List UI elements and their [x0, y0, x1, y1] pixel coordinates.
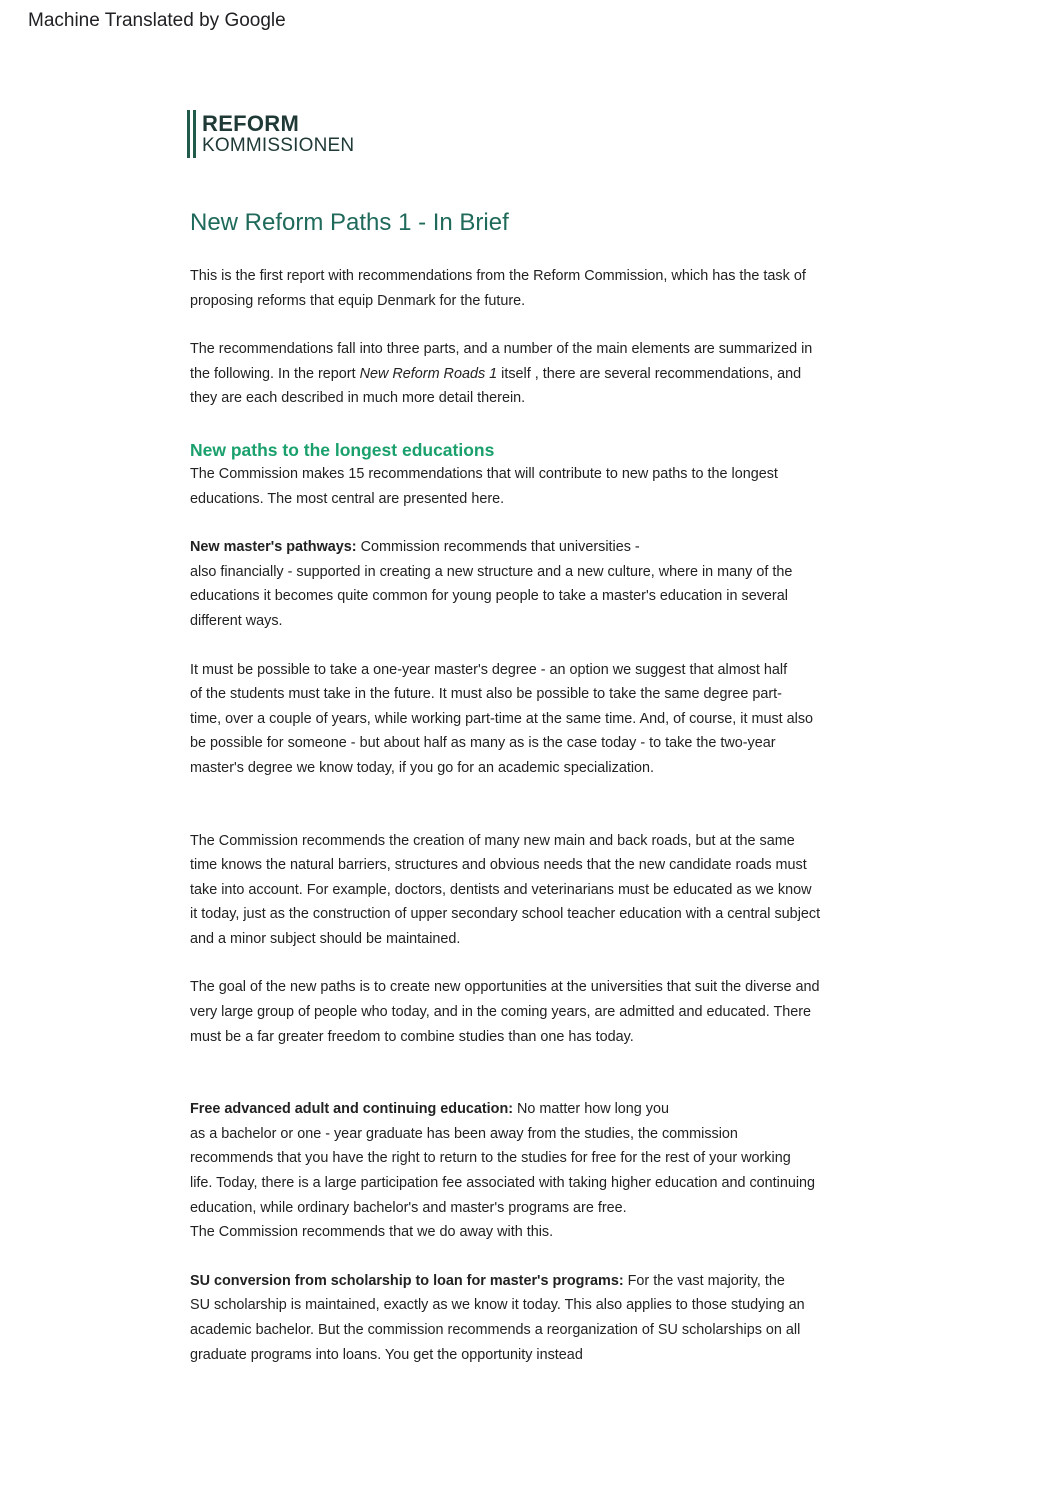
logo-line-reform: REFORM: [202, 111, 300, 136]
free-education-lead: Free advanced adult and continuing education:: [190, 1101, 514, 1118]
machine-translation-banner: Machine Translated by Google: [28, 10, 286, 31]
page-title: New Reform Paths 1 - In Brief: [190, 209, 509, 236]
logo-bars-icon: [187, 110, 196, 158]
report-title-italic: New Reform Roads 1: [359, 365, 498, 382]
reform-commission-logo: [187, 110, 354, 158]
section-heading: New paths to the longest educations: [190, 439, 495, 460]
masters-pathways-paragraph: New master's pathways: Commission recommends that universities - also financially - supported in creating a new structure and a new culture, where in many of the educations it becomes quite common for young people to take a master's education in several different ways.: [190, 539, 793, 629]
intro-paragraph-1: This is the first report with recommendations from the Reform Commission, which has the task of proposing reforms that equip Denmark for the future.: [190, 268, 806, 309]
logo-line-kommissionen: KOMMISSIONEN: [202, 135, 355, 156]
intro-paragraph-2: The recommendations fall into three parts, and a number of the main elements are summarized in the following. In the report New Reform Roads 1 itself , there are several recommendations, and they are each described in much more detail therein.: [190, 341, 813, 407]
free-education-paragraph: Free advanced adult and continuing education: No matter how long you as a bachelor or one - year graduate has been away from the studies, the commission recommends that you have the right to return to the studies for free for the rest of your working life. Today, there is a large participation fee associated with taking higher education and continuing education, while ordinary bachelor's and master's programs are free. The Commission recommends that we do away with this.: [190, 1101, 816, 1241]
masters-lead: New master's pathways:: [190, 539, 357, 556]
section-intro: The Commission makes 15 recommendations that will contribute to new paths to the longest educations. The most central are presented here.: [190, 465, 778, 507]
su-conversion-lead: SU conversion from scholarship to loan for master's programs:: [190, 1272, 624, 1289]
su-conversion-paragraph: SU conversion from scholarship to loan for master's programs: For the vast majority, the SU scholarship is maintained, exactly as we know it today. This also applies to those studying an academic bachelor. But the commission recommends a reorganization of SU scholarships on all graduate programs into loans. You get the opportunity instead: [190, 1272, 805, 1363]
one-year-masters-paragraph: It must be possible to take a one-year master's degree - an option we suggest that almost half of the students must take in the future. It must also be possible to take the same degree part- time, over a couple of years, while working part-time at the same time. And, of course, it must also be possible for someone - but about half as many as is the case today - to take the two-year master's degree we know today, if you go for an academic specialization.: [190, 661, 814, 776]
goal-paragraph: The goal of the new paths is to create new opportunities at the universities that suit the diverse and very large group of people who today, and in the coming years, are admitted and educated. There must be a far greater freedom to combine studies than one has today.: [190, 979, 820, 1045]
document-body: [190, 206, 880, 1367]
roads-paragraph: The Commission recommends the creation of many new main and back roads, but at the same time knows the natural barriers, structures and obvious needs that the new candidate roads must take into account. For example, doctors, dentists and veterinarians must be educated as we know it today, just as the construction of upper secondary school teacher education with a central subject and a minor subject should be maintained.: [190, 832, 821, 947]
